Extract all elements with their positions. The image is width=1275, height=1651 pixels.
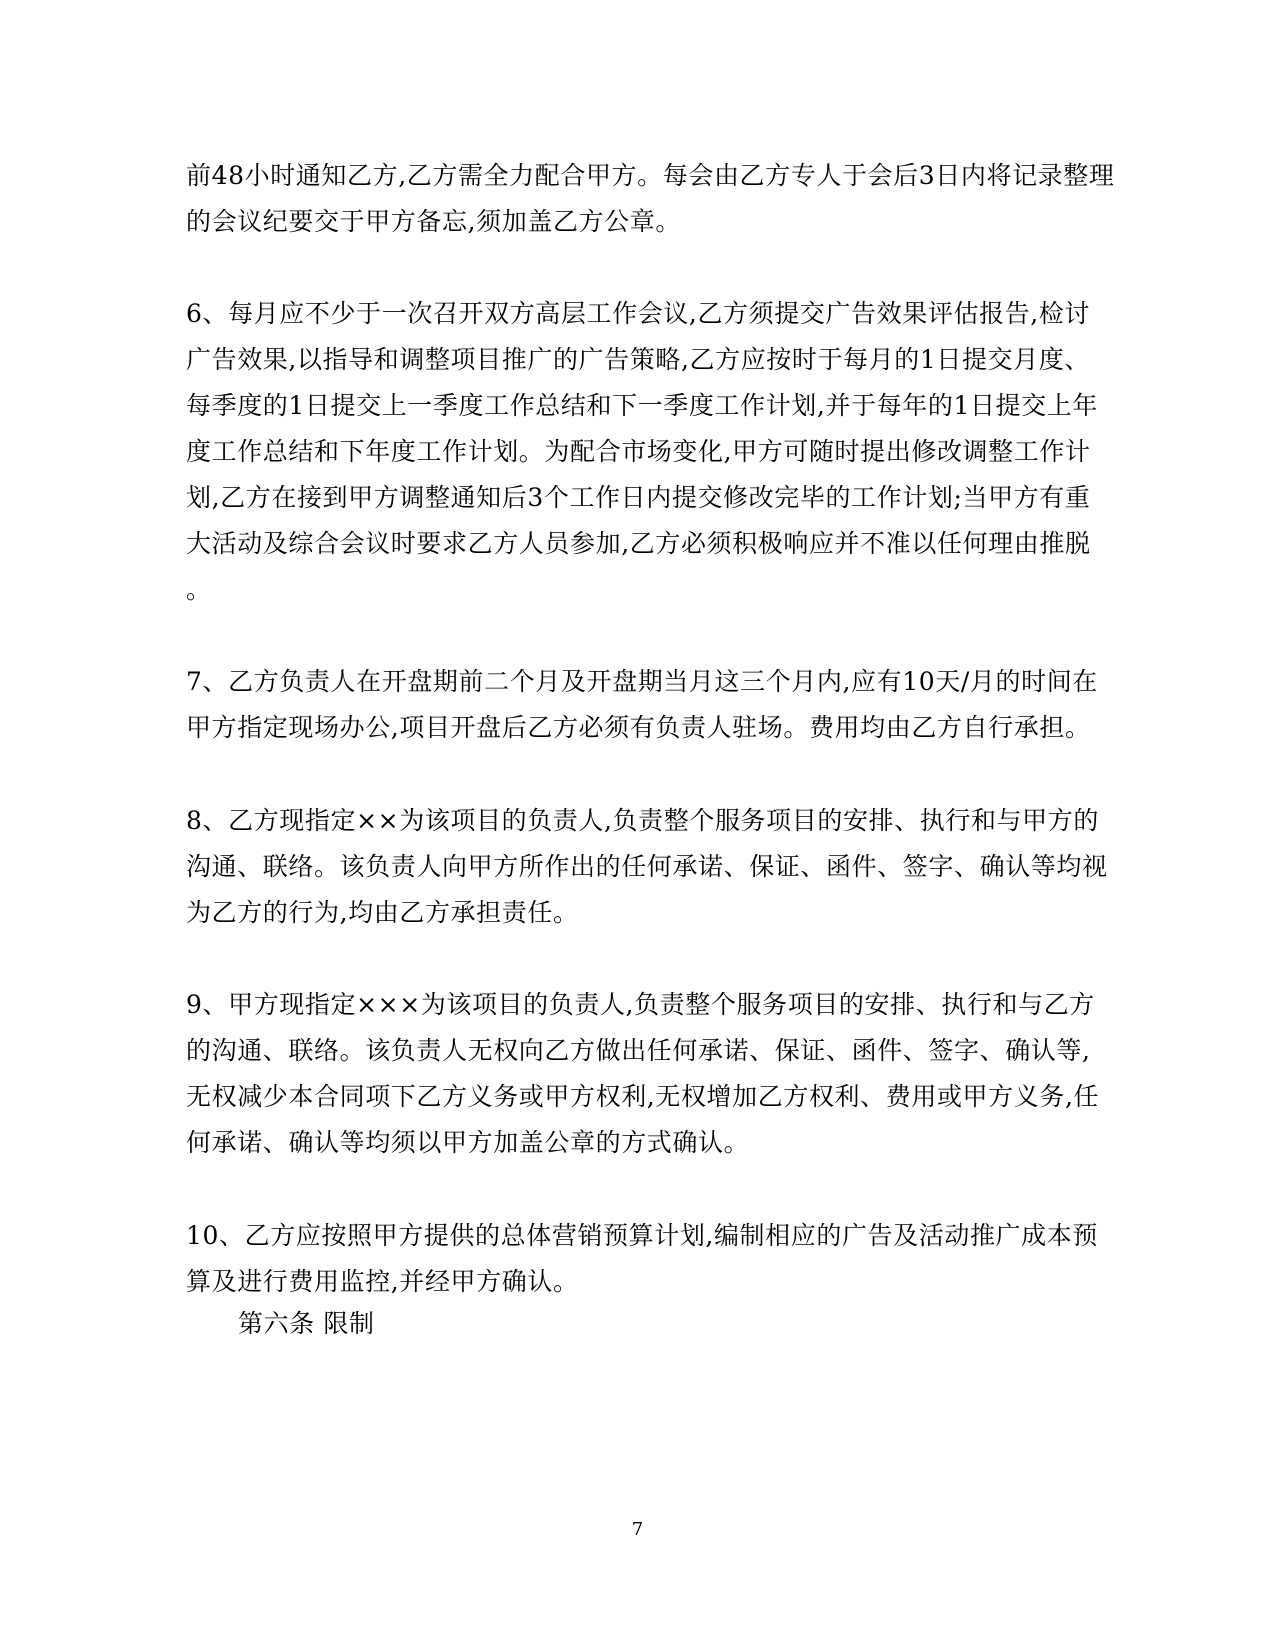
paragraph-9-line-1: 9、甲方现指定×××为该项目的负责人,负责整个服务项目的安排、执行和与乙方 [186,990,1095,1019]
paragraph-6-line-3: 每季度的1日提交上一季度工作总结和下一季度工作计划,并于每年的1日提交上年 [186,391,1098,420]
paragraph-8-line-3: 为乙方的行为,均由乙方承担责任。 [186,898,579,927]
paragraph-9-line-3: 无权减少本合同项下乙方义务或甲方权利,无权增加乙方权利、费用或甲方义务,任 [186,1082,1100,1111]
paragraph-6-line-4: 度工作总结和下年度工作计划。为配合市场变化,甲方可随时提出修改调整工作计 [186,437,1091,466]
paragraph-10-line-1: 10、乙方应按照甲方提供的总体营销预算计划,编制相应的广告及活动推广成本预 [186,1221,1098,1250]
page-number: 7 [631,1519,644,1540]
section-heading: 第六条 限制 [238,1309,375,1338]
paragraph-7-line-1: 7、乙方负责人在开盘期前二个月及开盘期当月这三个月内,应有10天/月的时间在 [186,667,1098,696]
paragraph-10-line-2: 算及进行费用监控,并经甲方确认。 [186,1267,579,1296]
paragraph-6-line-6: 大活动及综合会议时要求乙方人员参加,乙方必须积极响应并不准以任何理由推脱 [186,529,1091,558]
paragraph-6-line-5: 划,乙方在接到甲方调整通知后3个工作日内提交修改完毕的工作计划;当甲方有重 [186,483,1091,512]
paragraph-6-line-7: 。 [186,575,212,604]
paragraph-7-line-2: 甲方指定现场办公,项目开盘后乙方必须有负责人驻场。费用均由乙方自行承担。 [186,713,1091,742]
paragraph-6-line-1: 6、每月应不少于一次召开双方高层工作会议,乙方须提交广告效果评估报告,检讨 [186,299,1091,328]
paragraph-1-line-2: 的会议纪要交于甲方备忘,须加盖乙方公章。 [186,207,681,236]
paragraph-6-line-2: 广告效果,以指导和调整项目推广的广告策略,乙方应按时于每月的1日提交月度、 [186,345,1091,374]
paragraph-8-line-1: 8、乙方现指定××为该项目的负责人,负责整个服务项目的安排、执行和与甲方的 [186,806,1099,835]
paragraph-9-line-2: 的沟通、联络。该负责人无权向乙方做出任何承诺、保证、函件、签字、确认等, [186,1036,1091,1065]
paragraph-1-line-1: 前48小时通知乙方,乙方需全力配合甲方。每会由乙方专人于会后3日内将记录整理 [186,161,1115,190]
paragraph-8-line-2: 沟通、联络。该负责人向甲方所作出的任何承诺、保证、函件、签字、确认等均视 [186,852,1108,881]
paragraph-9-line-4: 何承诺、确认等均须以甲方加盖公章的方式确认。 [186,1128,750,1157]
